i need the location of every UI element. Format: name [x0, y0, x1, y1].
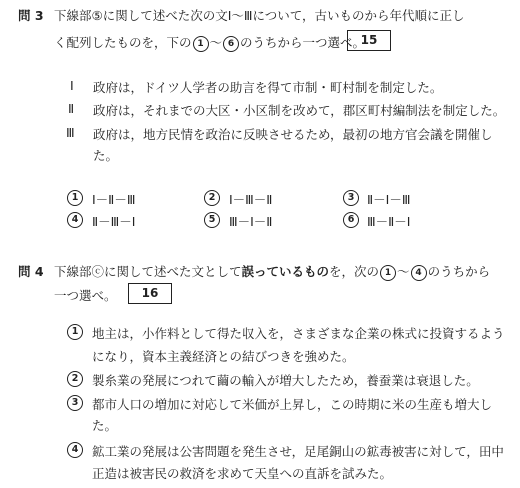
q4-answer-box[interactable]: 16 [128, 283, 172, 304]
q3-statement-1-num: Ⅰ [70, 78, 74, 93]
q3-option-6: Ⅲ－Ⅱ－Ⅰ [367, 214, 411, 229]
q3-statement-3-num: Ⅲ [66, 125, 75, 140]
q3-statement-1: 政府は，ドイツ人学者の助言を得て市制・町村制を制定した。 [93, 80, 443, 95]
q4-choice-3-line2: た。 [92, 418, 118, 433]
q4-prompt-post: のうちから [427, 264, 491, 279]
q3-statement-2-num: Ⅱ [68, 101, 75, 116]
q4-choice-4-num[interactable]: 4 [67, 442, 83, 458]
q3-prompt-line2 [54, 33, 365, 52]
q3-prompt-pre: く配列したものを，下の [54, 35, 192, 50]
q4-label: 問 4 [18, 264, 44, 279]
q3-option-2-num[interactable]: 2 [204, 190, 220, 206]
q3-range-sep: ～ [209, 35, 223, 50]
q4-choice-3-line1: 都市人口の増加に対応して米価が上昇し，この時期に米の生産も増大し [92, 397, 493, 412]
q3-answer-box[interactable]: 15 [347, 30, 391, 51]
q3-statement-3: 政府は，地方民情を政治に反映させるため，最初の地方官会議を開催し [93, 127, 493, 142]
q3-option-6-num[interactable]: 6 [343, 212, 359, 228]
q3-range-end: 6 [223, 36, 239, 52]
q3-option-2: Ⅰ－Ⅲ－Ⅱ [229, 192, 273, 207]
q4-choice-4-line2: 正造は被害民の救済を求めて天皇への直訴を試みた。 [92, 466, 393, 481]
q3-option-3-num[interactable]: 3 [343, 190, 359, 206]
q4-range-end: 4 [411, 265, 427, 281]
q3-option-5: Ⅲ－Ⅰ－Ⅱ [229, 214, 273, 229]
q4-prompt-line1 [54, 262, 490, 281]
q4-prompt-pre: 下線部ⓒに関して述べた文として [54, 264, 242, 279]
q4-choice-2-line1: 製糸業の発展につれて繭の輸入が増大したため，養蚕業は衰退した。 [92, 373, 479, 388]
q4-choice-4-line1: 鉱工業の発展は公害問題を発生させ，足尾銅山の鉱毒被害に対して，田中 [92, 444, 504, 459]
q3-prompt-post: のうちから一つ選べ。 [240, 35, 366, 50]
q4-range-start: 1 [380, 265, 396, 281]
q3-prompt-line1: 下線部⑤に関して述べた次の文Ⅰ～Ⅲについて，古いものから年代順に正し [54, 8, 465, 23]
q4-prompt-line2: 一つ選べ。 [54, 288, 117, 303]
q4-prompt-emphasis: 誤っているもの [241, 264, 330, 279]
q3-option-1: Ⅰ－Ⅱ－Ⅲ [92, 192, 136, 207]
q3-range-start: 1 [193, 36, 209, 52]
q3-label: 問 3 [18, 8, 44, 23]
q4-choice-1-line1: 地主は，小作料として得た収入を，さまざまな企業の株式に投資するよう [92, 326, 505, 341]
q4-range-sep: ～ [397, 264, 410, 279]
q4-choice-1-num[interactable]: 1 [67, 324, 83, 340]
q3-option-1-num[interactable]: 1 [67, 190, 83, 206]
q4-choice-3-num[interactable]: 3 [67, 395, 83, 411]
q3-statement-3-cont: た。 [93, 148, 119, 163]
q3-statement-2: 政府は，それまでの大区・小区制を改めて，郡区町村編制法を制定した。 [93, 103, 506, 118]
q3-option-3: Ⅱ－Ⅰ－Ⅲ [367, 192, 411, 207]
q3-option-4: Ⅱ－Ⅲ－Ⅰ [92, 214, 136, 229]
q3-option-4-num[interactable]: 4 [67, 212, 83, 228]
q4-prompt-mid: を，次の [329, 264, 380, 279]
q4-choice-1-line2: になり，資本主義経済との結びつきを強めた。 [92, 349, 355, 364]
q4-choice-2-num[interactable]: 2 [67, 371, 83, 387]
q3-option-5-num[interactable]: 5 [204, 212, 220, 228]
